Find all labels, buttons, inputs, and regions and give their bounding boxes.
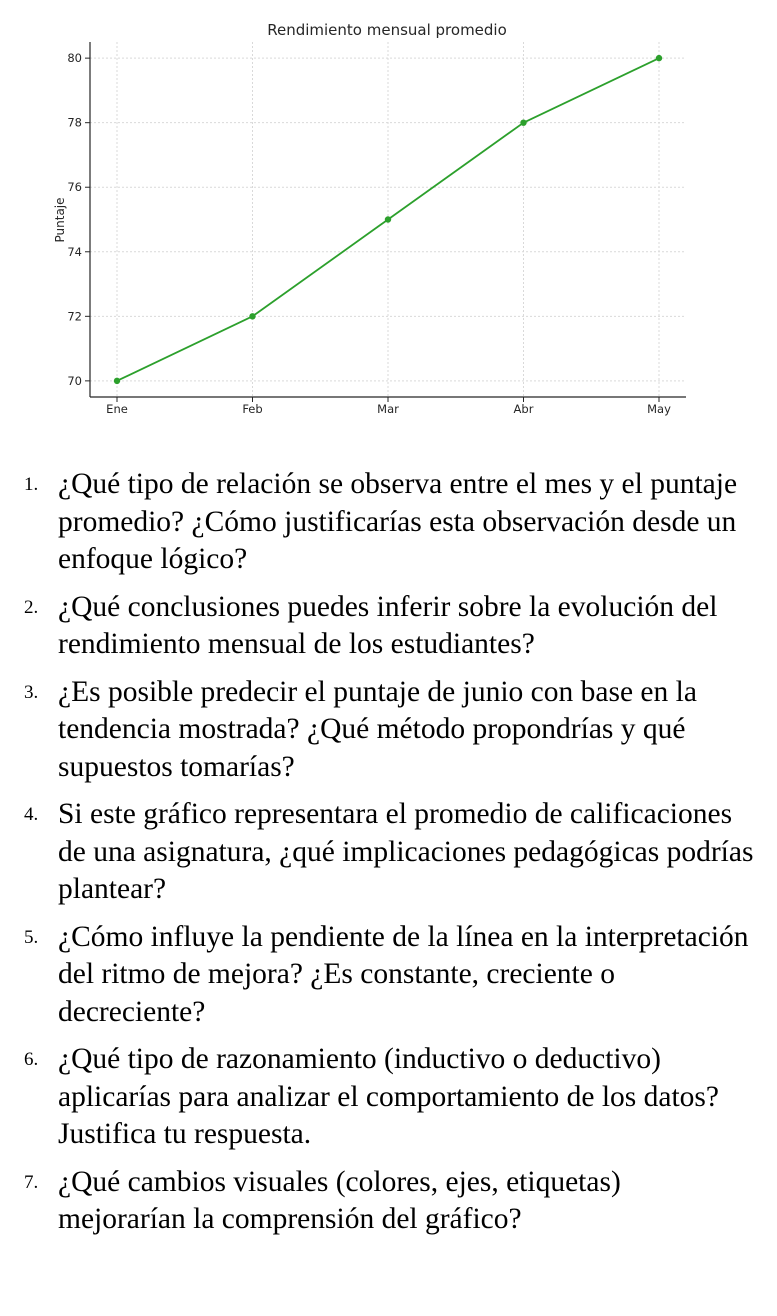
question-number: 7.	[24, 1171, 39, 1193]
question-text: ¿Qué tipo de razonamiento (inductivo o deductivo) aplicarías para analizar el comportamiento de los datos? Justifica tu respuesta.	[58, 1043, 719, 1150]
question-text: Si este gráfico representara el promedio de calificaciones de una asignatura, ¿qué implicaciones pedagógicas podrías plantear?	[58, 798, 754, 905]
question-text: ¿Qué tipo de relación se observa entre el mes y el puntaje promedio? ¿Cómo justificarías esta observación desde un enfoque lógico?	[58, 468, 738, 575]
question-list	[0, 466, 777, 1249]
y-tick-label: 72	[67, 309, 82, 324]
y-axis-label: Puntaje	[53, 197, 67, 243]
data-point	[656, 55, 662, 61]
question-text: ¿Es posible predecir el puntaje de junio con base en la tendencia mostrada? ¿Qué método propondrías y qué supuestos tomarías?	[58, 675, 697, 783]
x-tick-label: Feb	[242, 402, 263, 416]
question-item	[0, 1164, 777, 1239]
x-tick-label: Mar	[377, 402, 399, 416]
question-number: 5.	[24, 926, 39, 948]
data-point	[114, 378, 120, 384]
question-item	[0, 466, 777, 579]
question-item	[0, 919, 777, 1032]
y-tick-label: 80	[67, 51, 82, 66]
x-tick-label: Abr	[513, 402, 534, 416]
question-text: ¿Cómo influye la pendiente de la línea en la interpretación del ritmo de mejora? ¿Es constante, creciente o decreciente?	[58, 920, 749, 1028]
question-number: 3.	[24, 681, 39, 703]
x-tick-label: Ene	[106, 402, 128, 416]
y-tick-label: 74	[67, 244, 82, 259]
question-text: ¿Qué conclusiones puedes inferir sobre la evolución del rendimiento mensual de los estudiantes?	[58, 590, 718, 660]
question-number: 2.	[24, 596, 39, 618]
question-number: 4.	[24, 804, 39, 825]
question-item	[0, 674, 777, 787]
question-text: ¿Qué cambios visuales (colores, ejes, etiquetas) mejorarían la comprensión del gráfico?	[58, 1165, 621, 1235]
question-item	[0, 796, 777, 909]
data-point	[385, 216, 391, 222]
question-number: 6.	[24, 1049, 39, 1070]
line-chart	[0, 0, 777, 440]
data-point	[520, 119, 526, 125]
chart-title: Rendimiento mensual promedio	[267, 21, 507, 39]
data-point	[249, 313, 255, 319]
y-tick-label: 78	[67, 115, 82, 130]
question-number: 1.	[24, 474, 39, 495]
question-item	[0, 589, 777, 664]
question-item	[0, 1041, 777, 1154]
y-tick-label: 76	[67, 180, 82, 195]
y-tick-label: 70	[67, 373, 82, 388]
x-tick-label: May	[647, 402, 671, 416]
